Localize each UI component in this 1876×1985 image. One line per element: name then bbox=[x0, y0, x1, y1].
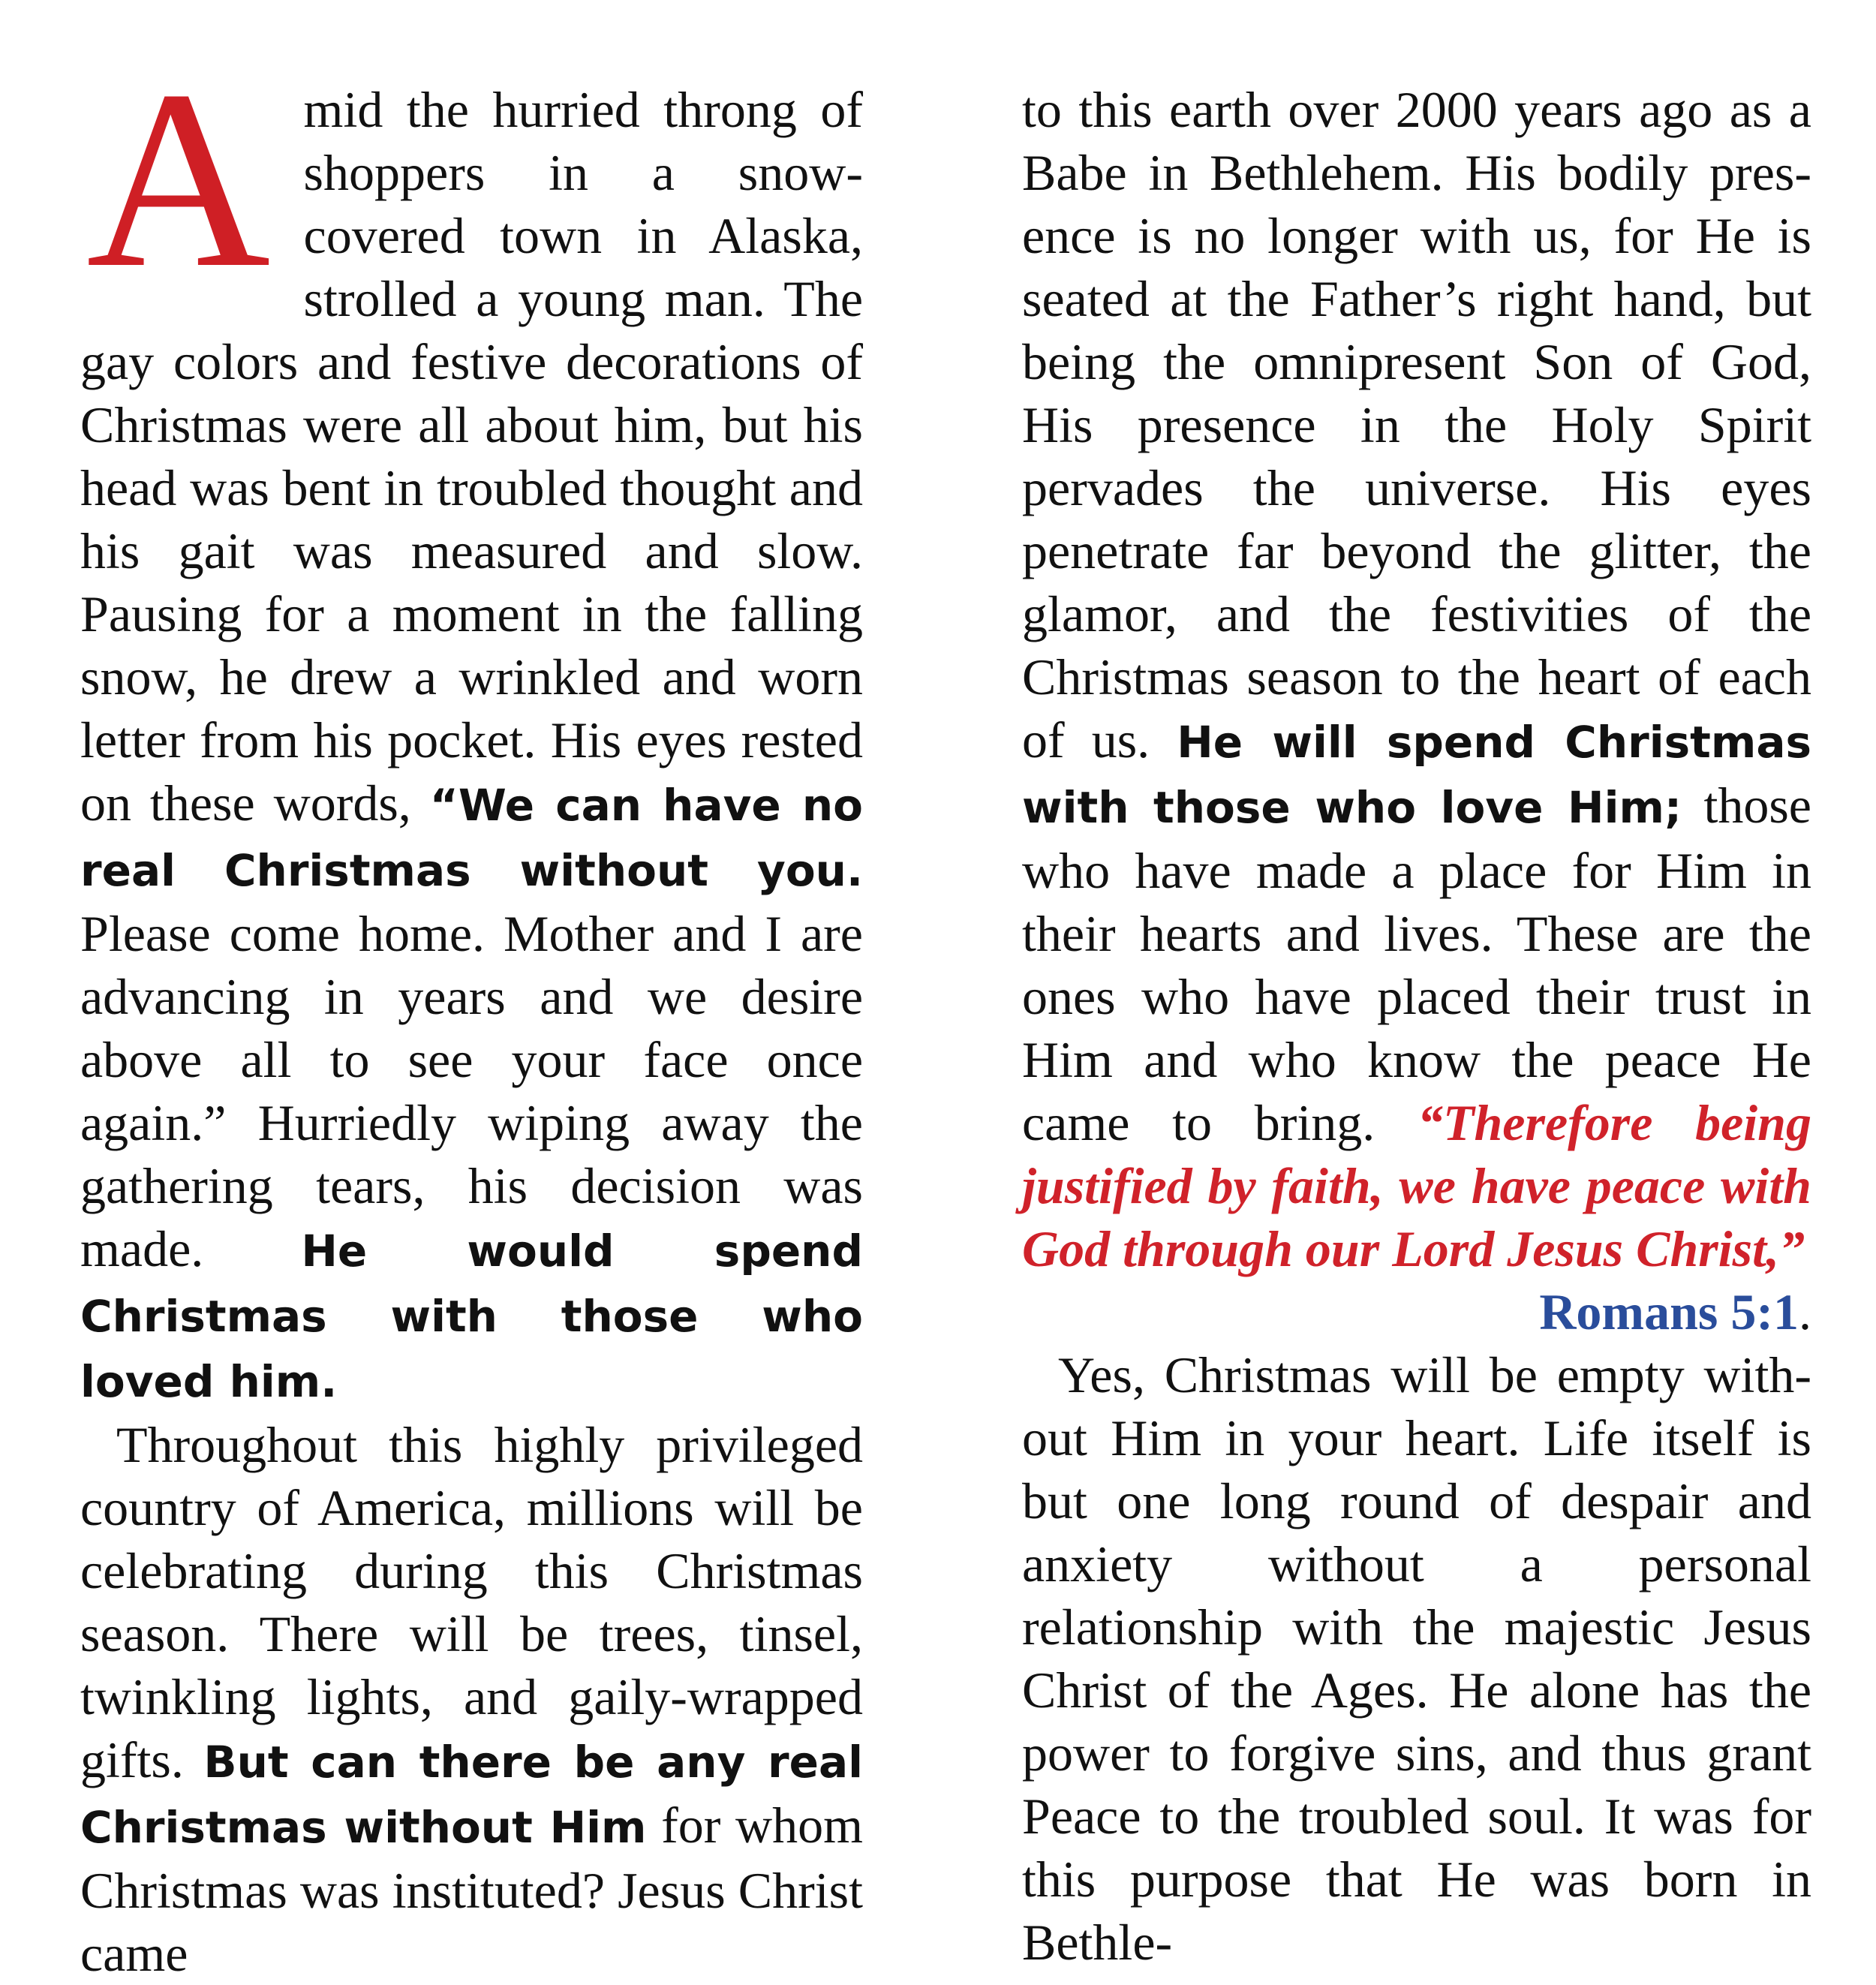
question-bold: But can there be any real Christmas without Him bbox=[80, 1737, 863, 1853]
scripture-reference-line bbox=[1022, 1280, 1811, 1343]
paragraph-4: Yes, Christmas will be empty without Him in your heart. Life itself is but one long round of despair and anxiety without a personal relationship with the majestic Jesus Christ of the Ages. He alone has the power to forgive sins, and thus grant Peace to the troubled soul. It was for this purpose that He was born in Bethle- bbox=[1022, 1346, 1811, 1971]
paragraph-3-text-1: to this earth over 2000 years ago as a Babe in Bethlehem. His bodily presence is no longer with us, for He is seated at the Father’s right hand, but being the omnipresent Son of God, His presence in the Holy Spirit pervades the universe. His eyes penetrate far beyond the glitter, the glamor, and the festivities of the Christmas season to the heart of each of us. bbox=[1022, 81, 1811, 768]
left-column bbox=[80, 38, 863, 1985]
letter-quote-bold: “We can have no real Christmas without you. bbox=[80, 780, 863, 896]
right-column bbox=[1022, 78, 1811, 1974]
scripture-reference-period: . bbox=[1799, 1283, 1811, 1340]
drop-cap-letter: A bbox=[86, 38, 271, 320]
scripture-quote: “Therefore being justified by faith, we have peace with God through our Lord Jesus Christ,” bbox=[1022, 1094, 1811, 1277]
paragraph-1-text-2: Please come home. Mother and I are advancing in years and we desire above all to see your face once again.” Hurriedly wiping away the gathering tears, his decision was made. bbox=[80, 905, 863, 1277]
paragraph-1 bbox=[80, 38, 863, 1413]
paragraph-3-text-2: those who have made a place for Him in their hearts and lives. These are the ones who have placed their trust in Him and who know the peace He came to bring. bbox=[1022, 777, 1811, 1151]
paragraph-2-text-2: for whom Christmas was instituted? Jesus Christ came bbox=[80, 1797, 863, 1982]
paragraph-2 bbox=[80, 1413, 863, 1985]
paragraph-1-text-1: mid the hurried throng of shoppers in a snow-covered town in Alaska, strolled a young man. The gay colors and festive decorations of Christmas were all about him, but his head was bent in troubled thought and his gait was measured and slow. Pausing for a moment in the falling snow, he drew a wrinkled and worn letter from his pocket. His eyes rested on these words, bbox=[80, 81, 863, 832]
paragraph-2-text-1: Throughout this highly privileged country of America, millions will be celebrating during this Christmas season. There will be trees, tinsel, twinkling lights, and gaily-wrapped gifts. bbox=[80, 1416, 863, 1788]
spend-christmas-bold: He will spend Christmas with those who love Him; bbox=[1022, 717, 1811, 833]
scripture-reference: Romans 5:1 bbox=[1539, 1283, 1799, 1340]
paragraph-3 bbox=[1022, 78, 1811, 1280]
decision-bold: He would spend Christmas with those who loved him. bbox=[80, 1226, 863, 1407]
